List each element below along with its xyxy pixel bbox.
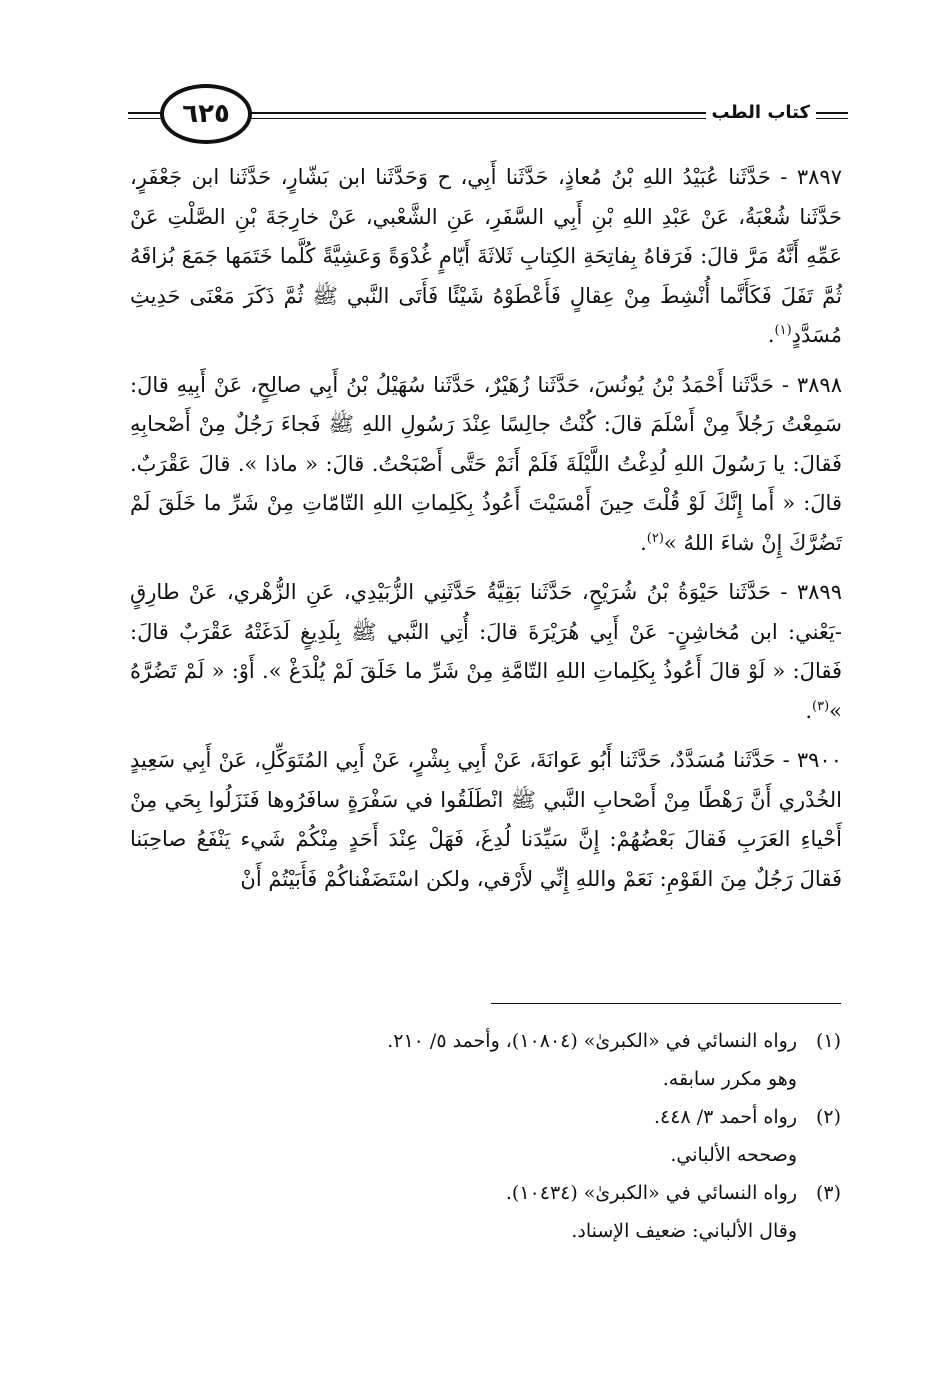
footnote-ref[interactable]: (٢) (646, 530, 664, 546)
footnote-3-note: وقال الألباني: ضعيف الإسناد. (571, 1220, 797, 1242)
footnote-mark: (٣) (815, 1182, 841, 1204)
footnote-2 (221, 1098, 841, 1136)
footnote-mark: (١) (815, 1030, 841, 1052)
footnote-line: رواه النسائي في «الكبرىٰ» (١٠٨٠٤)، وأحمد ٥/ ٢١٠. (387, 1030, 797, 1052)
footnote-1-note: وهو مكرر سابقه. (662, 1068, 797, 1090)
hadith-3897 (130, 158, 842, 356)
footnote-separator (491, 1003, 841, 1004)
footnote-mark: (٢) (815, 1106, 841, 1128)
footnote-3 (221, 1174, 841, 1212)
footnote-line: رواه النسائي في «الكبرىٰ» (١٠٤٣٤). (505, 1182, 797, 1204)
main-text (130, 158, 842, 909)
hadith-text: ٣٨٩٧ - حَدَّثَنا عُبَيْدُ اللهِ بْنُ مُعاذٍ، حَدَّثَنا أَبِي، ح وَحَدَّثَنا ابن بَشّارٍ، حَدَّثَنا ابن جَعْفَرٍ، حَدَّثَنا شُعْبَةُ، عَنْ عَبْدِ اللهِ بْنِ أَبِي السَّفَرِ، عَنِ الشَّعْبي، عَنْ خارِجَةَ بْنِ الصَّلْتِ عَنْ عَمِّهِ أَنَّهُ مَرَّ قالَ: فَرَقاهُ بِفاتِحَةِ الكِتابِ ثَلاثَةَ أَيّامٍ غُدْوَةً وَعَشِيَّةً كُلَّما خَتَمَها جَمَعَ بُزاقَهُ ثُمَّ تَفَلَ فَكَأَنَّما أُنْشِطَ مِنْ عِقالٍ فَأَعْطَوْهُ شَيْئًا فَأَتَى النَّبي ﷺ ثُمَّ ذَكَرَ مَعْنَى حَدِيثِ مُسَدَّدٍ (130, 165, 842, 347)
footnote-ref[interactable]: (١) (774, 323, 792, 338)
page-header (128, 82, 848, 152)
footnote-ref[interactable]: (٣) (812, 698, 830, 714)
footnote-2-note: وصححه الألباني. (670, 1144, 797, 1166)
hadith-ending: . (640, 530, 647, 555)
hadith-3898 (130, 366, 842, 564)
book-title: كتاب الطب (706, 102, 816, 123)
hadith-ending: . (767, 323, 775, 347)
hadith-3899 (130, 573, 842, 731)
hadith-3900 (130, 741, 842, 899)
footnote-line: رواه أحمد ٣/ ٤٤٨. (654, 1106, 797, 1128)
footnote-1 (221, 1022, 841, 1060)
page-number: ٦٢٥ (160, 84, 252, 144)
hadith-ending: . (805, 698, 812, 723)
footnotes (221, 1022, 841, 1250)
hadith-text: ٣٩٠٠ - حَدَّثَنا مُسَدَّدٌ، حَدَّثَنا أَبُو عَوانَةَ، عَنْ أَبِي بِشْرٍ، عَنْ أَبِي المُتَوَكِّلِ، عَنْ أَبِي سَعِيدٍ الخُدْري أَنَّ رَهْطًا مِنْ أَصْحابِ النَّبي ﷺ انْطَلَقُوا في سَفْرَةٍ سافَرُوها فَنَزَلُوا بِحَي مِنْ أَحْياءِ العَرَبِ فَقالَ بَعْضُهُمْ: إِنَّ سَيِّدَنا لُدِغَ، فَهَلْ عِنْدَ أَحَدٍ مِنْكُمْ شَيء يَنْفَعُ صاحِبَنا فَقالَ رَجُلٌ مِنَ القَوْمِ: نَعَمْ واللهِ إِنِّي لأَرْقي، ولكن اسْتَضَفْناكُمْ فَأَبَيْتُمْ أَنْ (130, 748, 842, 891)
hadith-text: ٣٨٩٨ - حَدَّثَنا أَحْمَدُ بْنُ يُونُسَ، حَدَّثَنا زُهَيْرٌ، حَدَّثَنا سُهَيْلُ بْنُ أَبِي صالِحٍ، عَنْ أَبِيهِ قالَ: سَمِعْتُ رَجُلاً مِنْ أَسْلَمَ قالَ: كُنْتُ جالِسًا عِنْدَ رَسُولِ اللهِ ﷺ فَجاءَ رَجُلٌ مِنْ أَصْحابِهِ فَقالَ: يا رَسُولَ اللهِ لُدِغْتُ اللَّيْلَةَ فَلَمْ أَنَمْ حَتَّى أَصْبَحْتُ. قالَ: « ماذا ». قالَ عَقْرَبٌ. قالَ: « أَما إِنَّكَ لَوْ قُلْتَ حِينَ أَمْسَيْتَ أَعُوذُ بِكَلِماتِ اللهِ التّامّاتِ مِنْ شَرِّ ما خَلَقَ لَمْ تَضُرَّكَ إِنْ شاءَ اللهُ » (130, 372, 842, 555)
hadith-text: ٣٨٩٩ - حَدَّثَنا حَيْوَةُ بْنُ شُرَيْحٍ، حَدَّثَنا بَقِيَّةُ حَدَّثَنِي الزُّبَيْدِي، عَنِ الزُّهْري، عَنْ طارِقٍ -يَعْني: ابن مُخاشِنٍ- عَنْ أَبِي هُرَيْرَةَ قالَ: أُتِي النَّبي ﷺ بِلَدِيغٍ لَدَغَتْهُ عَقْرَبٌ قالَ: فَقالَ: « لَوْ قالَ أَعُوذُ بِكَلِماتِ اللهِ التّامَّةِ مِنْ شَرِّ ما خَلَقَ لَمْ يُلْدَغْ ». أَوْ: « لَمْ تَضُرَّهُ » (130, 580, 843, 723)
